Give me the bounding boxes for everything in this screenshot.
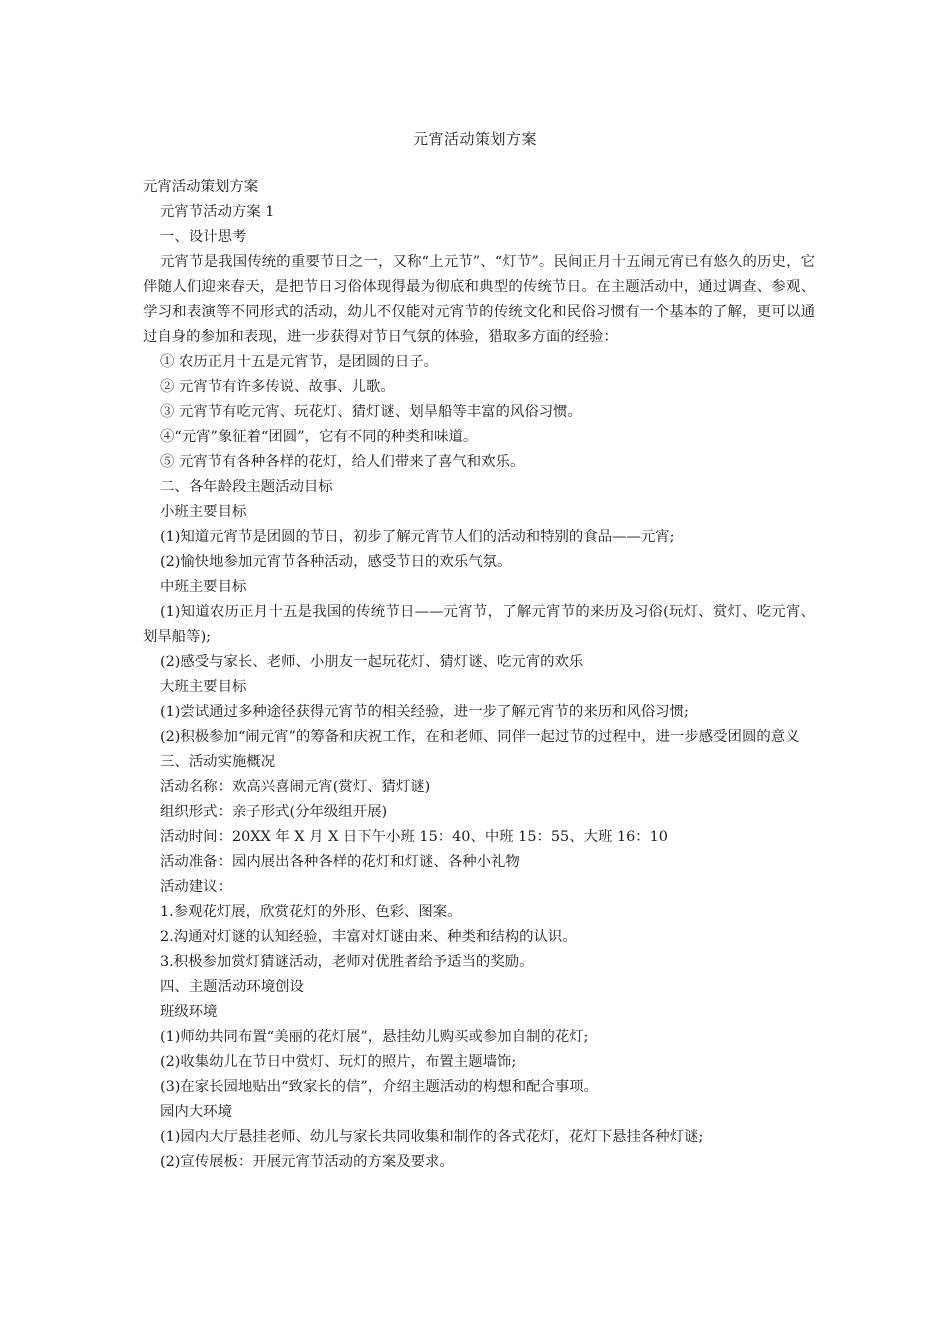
list-item: 2.沟通对灯谜的认知经验，丰富对灯谜由来、种类和结构的认识。 bbox=[160, 929, 577, 945]
document-heading: 元宵活动策划方案 bbox=[143, 179, 259, 195]
paragraph: 元宵节是我国传统的重要节日之一，又称“上元节”、“灯节”。民间正月十五闹元宵已有悠久的历史，它伴随人们迎来春天，是把节日习俗体现得最为彻底和典型的传统节日。在主题活动中，通过调查、参观、学习和表演等不同形式的活动，幼儿不仅能对元宵节的传统文化和民俗习惯有一个基本的了解，更可以通过自身的参加和表现，进一步获得对节日气氛的体验，猎取多方面的经验： bbox=[143, 254, 815, 345]
activity-time: 活动时间：20XX 年 X 月 X 日下午小班 15：40、中班 15：55、大班 16：10 bbox=[160, 829, 668, 845]
list-item: ② 元宵节有许多传说、故事、儿歌。 bbox=[160, 379, 395, 395]
list-item: (2)感受与家长、老师、小朋友一起玩花灯、猜灯谜、吃元宵的欢乐 bbox=[160, 654, 584, 670]
list-item: (2)积极参加“闹元宵”的筹备和庆祝工作，在和老师、同伴一起过节的过程中，进一步感受团圆的意义 bbox=[160, 729, 800, 745]
list-item: (2)愉快地参加元宵节各种活动，感受节日的欢乐气氛。 bbox=[160, 554, 512, 570]
section-title: 二、各年龄段主题活动目标 bbox=[160, 479, 333, 495]
list-item: (1)园内大厅悬挂老师、幼儿与家长共同收集和制作的各式花灯，花灯下悬挂各种灯谜; bbox=[160, 1129, 704, 1145]
list-item: ⑤ 元宵节有各种各样的花灯，给人们带来了喜气和欢乐。 bbox=[160, 454, 525, 470]
document-title: 元宵活动策划方案 bbox=[412, 130, 537, 148]
list-item: (1)知道元宵节是团圆的节日，初步了解元宵节人们的活动和特别的食品——元宵; bbox=[160, 529, 675, 545]
activity-form: 组织形式：亲子形式(分年级组开展) bbox=[160, 804, 388, 820]
list-item: (1)知道农历正月十五是我国的传统节日——元宵节，了解元宵节的来历及习俗(玩灯、赏灯、吃元宵、划旱船等); bbox=[143, 604, 815, 645]
list-item: (1)尝试通过多种途径获得元宵节的相关经验，进一步了解元宵节的来历和风俗习惯; bbox=[160, 704, 689, 720]
list-item: 3.积极参加赏灯猜谜活动，老师对优胜者给予适当的奖励。 bbox=[160, 954, 534, 970]
subsection-title: 活动建议： bbox=[160, 879, 232, 895]
list-item: (2)收集幼儿在节日中赏灯、玩灯的照片，布置主题墙饰; bbox=[160, 1054, 517, 1070]
section-title: 三、活动实施概况 bbox=[160, 754, 276, 770]
document-body bbox=[143, 175, 815, 1175]
list-item: (3)在家长园地贴出“致家长的信”，介绍主题活动的构想和配合事项。 bbox=[160, 1079, 599, 1095]
list-item: ③ 元宵节有吃元宵、玩花灯、猜灯谜、划旱船等丰富的风俗习惯。 bbox=[160, 404, 582, 420]
subsection-title: 中班主要目标 bbox=[160, 579, 247, 595]
plan-label: 元宵节活动方案 1 bbox=[160, 204, 275, 220]
list-item: 1.参观花灯展，欣赏花灯的外形、色彩、图案。 bbox=[160, 904, 462, 920]
activity-prep: 活动准备：园内展出各种各样的花灯和灯谜、各种小礼物 bbox=[160, 854, 520, 870]
list-item: ① 农历正月十五是元宵节，是团圆的日子。 bbox=[160, 354, 438, 370]
list-item: (1)师幼共同布置“美丽的花灯展”，悬挂幼儿购买或参加自制的花灯; bbox=[160, 1029, 589, 1045]
section-title: 一、设计思考 bbox=[160, 229, 247, 245]
subsection-title: 小班主要目标 bbox=[160, 504, 247, 520]
subsection-title: 班级环境 bbox=[160, 1004, 218, 1020]
list-item: ④“元宵”象征着“团圆”，它有不同的种类和味道。 bbox=[160, 429, 478, 445]
activity-name: 活动名称：欢高兴喜闹元宵(赏灯、猜灯谜) bbox=[160, 779, 431, 795]
subsection-title: 大班主要目标 bbox=[160, 679, 247, 695]
section-title: 四、主题活动环境创设 bbox=[160, 979, 304, 995]
subsection-title: 园内大环境 bbox=[160, 1104, 232, 1120]
list-item: (2)宣传展板：开展元宵节活动的方案及要求。 bbox=[160, 1154, 454, 1170]
